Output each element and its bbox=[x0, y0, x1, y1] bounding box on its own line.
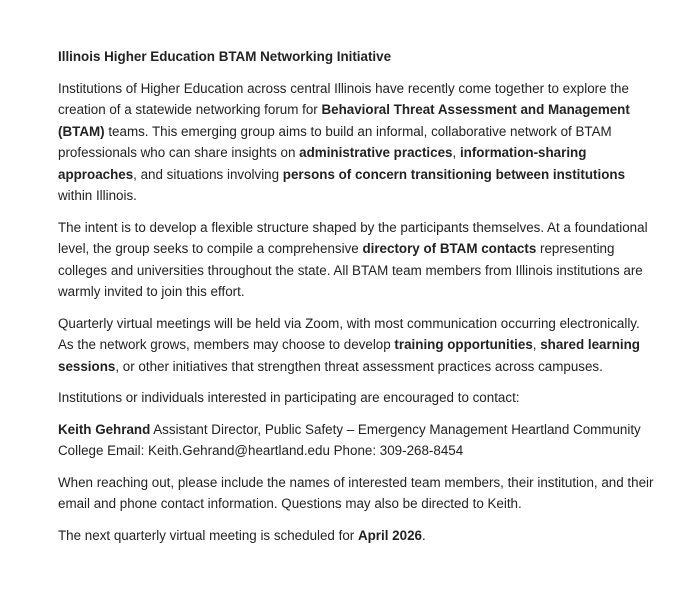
contact-paragraph bbox=[58, 419, 658, 462]
next-meeting-paragraph bbox=[58, 525, 658, 547]
contact-intro-paragraph: Institutions or individuals interested in participating are encouraged to contact: bbox=[58, 390, 520, 405]
next-meeting-text-1: The next quarterly virtual meeting is scheduled for bbox=[58, 527, 358, 543]
intro-text-4: , and situations involving bbox=[133, 166, 283, 182]
intro-bold-btam: Behavioral Threat Assessment and Management (BTAM) bbox=[58, 102, 630, 139]
intent-text-1: The intent is to develop a flexible structure shaped by the participants themselves. At a foundational level, the group seeks to compile a comprehensive bbox=[58, 219, 648, 256]
document-title: Illinois Higher Education BTAM Networking Initiative bbox=[58, 49, 392, 64]
meetings-text-3: , or other initiatives that strengthen threat assessment practices across campuses. bbox=[115, 358, 603, 374]
meetings-bold-training: training opportunities bbox=[394, 337, 533, 352]
intro-paragraph bbox=[58, 78, 658, 207]
next-meeting-date: April 2026 bbox=[357, 527, 422, 543]
intent-bold-directory: directory of BTAM contacts bbox=[362, 241, 537, 256]
intro-text-5: within Illinois. bbox=[58, 188, 137, 203]
meetings-paragraph bbox=[58, 313, 658, 378]
contact-name: Keith Gehrand bbox=[58, 421, 151, 437]
intro-text-3: , bbox=[452, 145, 460, 160]
intent-paragraph bbox=[58, 217, 658, 303]
meetings-text-2: , bbox=[532, 337, 541, 352]
meetings-bold-shared-learning: shared learning sessions bbox=[58, 337, 640, 374]
intro-text-1: Institutions of Higher Education across central Illinois have recently come together to explore the creation of a statewide networking forum for bbox=[58, 80, 629, 117]
contact-details: Assistant Director, Public Safety – Emergency Management Heartland Community College Email: Keith.Gehrand@heartland.edu Phone: 309-268-8454 bbox=[58, 421, 641, 458]
intro-bold-persons-of-concern: persons of concern transitioning between institutions bbox=[282, 166, 626, 182]
meetings-text-1: Quarterly virtual meetings will be held via Zoom, with most communication occurring electronically. As the network grows, members may choose to develop bbox=[58, 315, 640, 352]
intro-bold-admin-practices: administrative practices bbox=[299, 145, 453, 160]
intro-text-2: teams. This emerging group aims to build an informal, collaborative network of BTAM professionals who can share insights on bbox=[58, 123, 612, 160]
reaching-out-paragraph: When reaching out, please include the names of interested team members, their institution, and their email and phone contact information. Questions may also be directed to Keith. bbox=[58, 474, 654, 511]
next-meeting-text-2: . bbox=[421, 527, 426, 543]
intent-text-2: representing colleges and universities throughout the state. All BTAM team members from Illinois institutions are warmly invited to join this effort. bbox=[58, 241, 643, 299]
intro-bold-info-sharing: information-sharing approaches bbox=[58, 145, 587, 182]
document-body bbox=[58, 46, 658, 556]
